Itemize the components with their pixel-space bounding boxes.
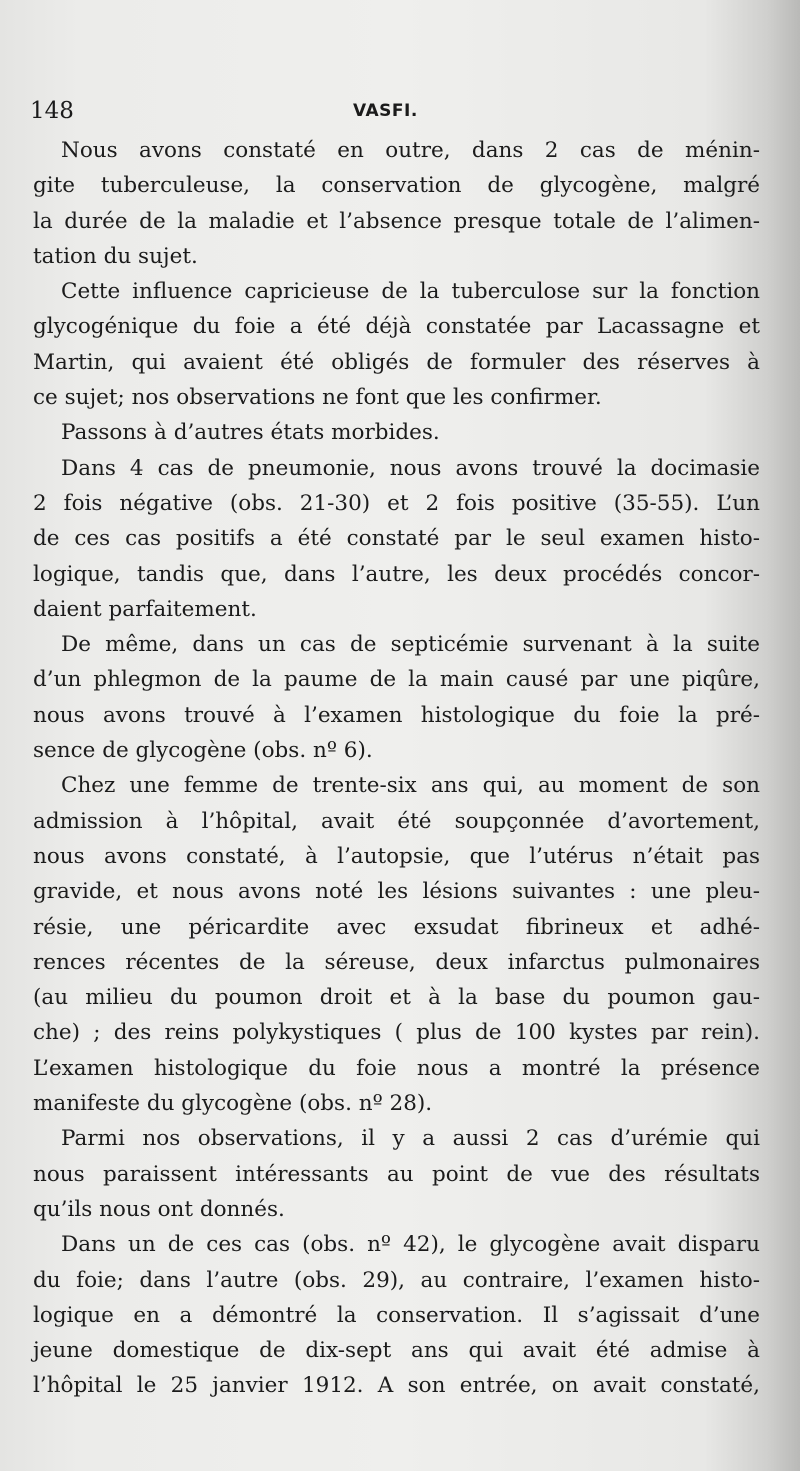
text-line: nous avons trouvé à l’examen histologique du foie la pré-: [33, 702, 760, 728]
text-line: (au milieu du poumon droit et à la base du poumon gau-: [33, 985, 760, 1011]
text-line: nous avons constaté, à l’autopsie, que l’utérus n’était pas: [33, 843, 760, 869]
text-line: la durée de la maladie et l’absence presque totale de l’alimen-: [33, 208, 760, 234]
text-line: Dans un de ces cas (obs. nº 42), le glycogène avait disparu: [61, 1232, 760, 1258]
text-line: ce sujet; nos observations ne font que les confirmer.: [33, 385, 602, 411]
text-line: résie, une péricardite avec exsudat fibrineux et adhé-: [33, 914, 760, 940]
text-line: jeune domestique de dix-sept ans qui avait été admise à: [33, 1338, 760, 1364]
text-line: tation du sujet.: [33, 243, 198, 269]
text-line: L’examen histologique du foie nous a montré la présence: [33, 1055, 760, 1081]
page-number: 148: [30, 98, 74, 124]
text-line: nous paraissent intéressants au point de vue des résultats: [33, 1161, 760, 1187]
text-line: daient parfaitement.: [33, 596, 257, 622]
text-line: d’un phlegmon de la paume de la main causé par une piqûre,: [33, 667, 760, 693]
text-line: logique, tandis que, dans l’autre, les deux procédés concor-: [33, 561, 760, 587]
text-line: che) ; des reins polykystiques ( plus de 100 kystes par rein).: [33, 1020, 760, 1046]
text-line: Passons à d’autres états morbides.: [61, 420, 440, 446]
text-line: Parmi nos observations, il y a aussi 2 cas d’urémie qui: [61, 1126, 760, 1152]
text-line: gite tuberculeuse, la conservation de glycogène, malgré: [33, 173, 760, 199]
text-line: gravide, et nous avons noté les lésions suivantes : une pleu-: [33, 879, 760, 905]
text-line: Martin, qui avaient été obligés de formuler des réserves à: [33, 349, 760, 375]
text-line: Cette influence capricieuse de la tuberculose sur la fonction: [61, 279, 760, 305]
text-line: Chez une femme de trente-six ans qui, au moment de son: [61, 773, 760, 799]
text-line: Dans 4 cas de pneumonie, nous avons trouvé la docimasie: [61, 455, 760, 481]
text-line: l’hôpital le 25 janvier 1912. A son entrée, on avait constaté,: [33, 1373, 760, 1399]
text-line: glycogénique du foie a été déjà constatée par Lacassagne et: [33, 314, 760, 340]
text-line: De même, dans un cas de septicémie survenant à la suite: [61, 632, 760, 658]
text-line: 2 fois négative (obs. 21-30) et 2 fois positive (35-55). L’un: [33, 490, 760, 516]
text-line: manifeste du glycogène (obs. nº 28).: [33, 1091, 433, 1117]
text-line: de ces cas positifs a été constaté par le seul examen histo-: [33, 526, 760, 552]
text-line: admission à l’hôpital, avait été soupçonnée d’avortement,: [33, 808, 760, 834]
text-line: Nous avons constaté en outre, dans 2 cas de ménin-: [61, 138, 760, 163]
text-line: qu’ils nous ont donnés.: [33, 1196, 285, 1222]
body-text: [33, 133, 760, 1404]
text-line: sence de glycogène (obs. nº 6).: [33, 738, 373, 764]
running-head: [30, 96, 770, 126]
running-title: VASFI.: [353, 101, 418, 121]
text-line: rences récentes de la séreuse, deux infarctus pulmonaires: [33, 949, 760, 975]
text-line: du foie; dans l’autre (obs. 29), au contraire, l’examen histo-: [33, 1267, 760, 1293]
text-line: logique en a démontré la conservation. Il s’agissait d’une: [33, 1302, 760, 1328]
